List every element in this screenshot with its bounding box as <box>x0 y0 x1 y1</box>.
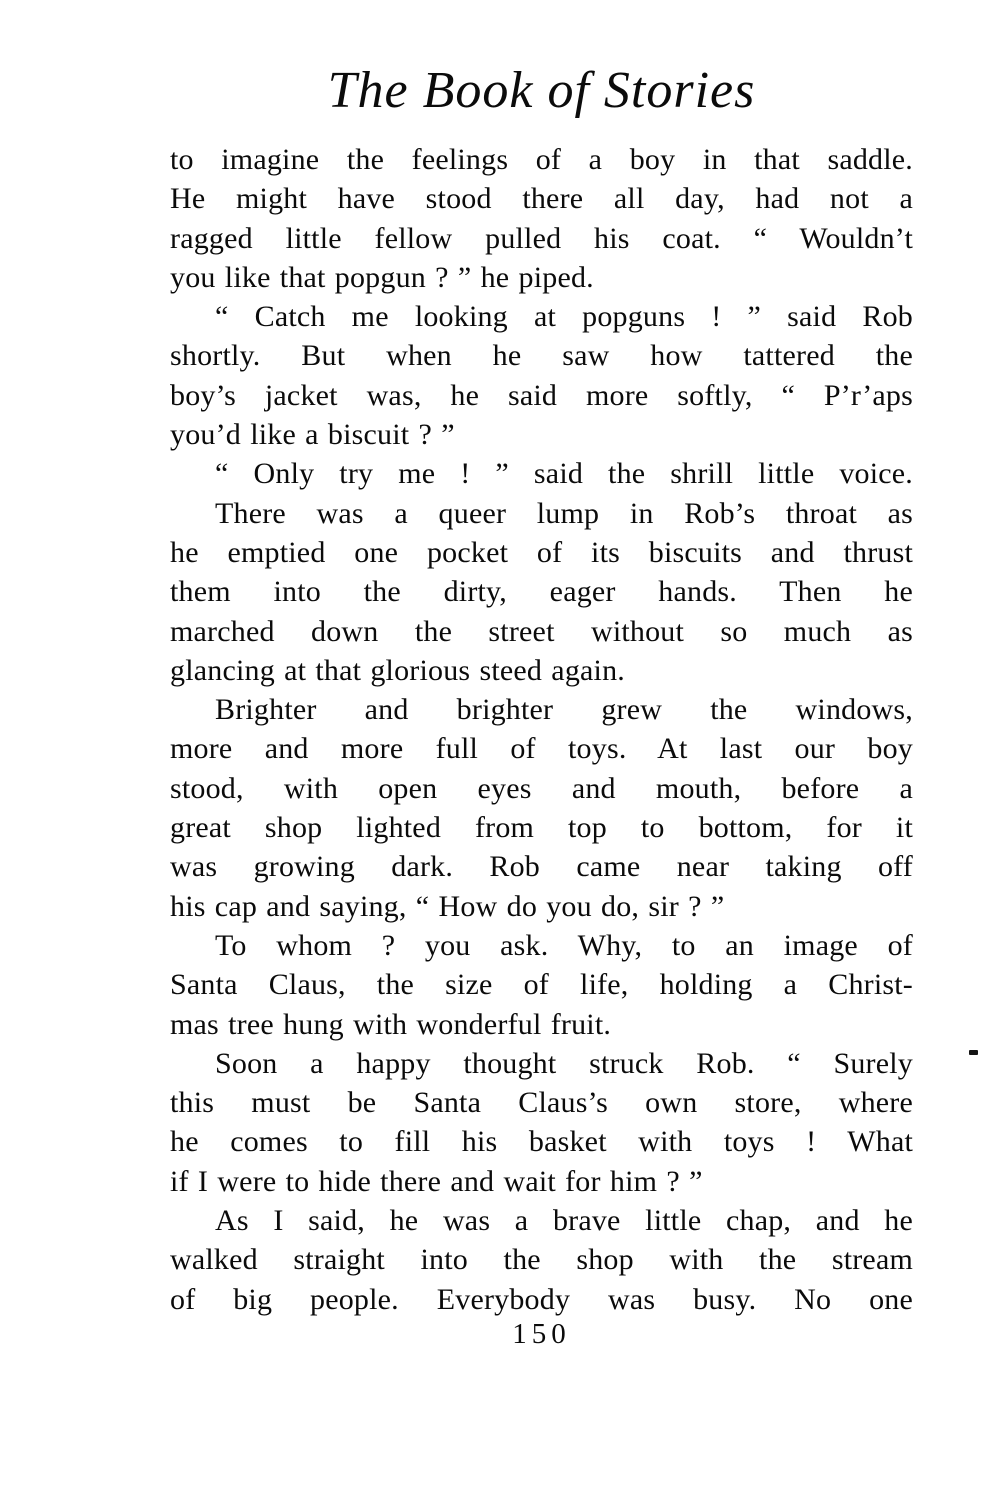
text-line: was growing dark. Rob came near taking off <box>170 850 913 884</box>
text-line: glancing at that glorious steed again. <box>170 653 625 687</box>
text-line: great shop lighted from top to bottom, for it <box>170 811 913 845</box>
paragraph <box>170 454 913 493</box>
text-line: to imagine the feelings of a boy in that saddle. <box>170 143 913 176</box>
text-line: more and more full of toys. At last our boy <box>170 732 913 766</box>
text-line: Santa Claus, the size of life, holding a Christ- <box>170 968 913 1002</box>
text-line: shortly. But when he saw how tattered the <box>170 339 913 373</box>
paragraph <box>170 297 913 454</box>
text-line: he emptied one pocket of its biscuits and thrust <box>170 535 913 569</box>
text-line: mas tree hung with wonderful fruit. <box>170 1007 612 1041</box>
text-line: you’d like a biscuit ? ” <box>170 418 455 452</box>
text-line: his cap and saying, “ How do you do, sir ? ” <box>170 889 725 923</box>
text-line: if I were to hide there and wait for him ? ” <box>170 1164 703 1198</box>
paragraph <box>170 690 913 926</box>
text-line: To whom ? you ask. Why, to an image of <box>215 928 913 962</box>
text-line: “ Only try me ! ” said the shrill little voice. <box>215 457 913 491</box>
text-line: of big people. Everybody was busy. No one <box>170 1282 913 1316</box>
text-line: stood, with open eyes and mouth, before a <box>170 771 913 805</box>
text-line: As I said, he was a brave little chap, and he <box>215 1204 913 1238</box>
paragraph <box>170 926 913 1044</box>
text-line: boy’s jacket was, he said more softly, “ P’r’aps <box>170 378 913 412</box>
text-line: He might have stood there all day, had not a <box>170 182 913 216</box>
running-head-title: The Book of Stories <box>327 62 756 119</box>
story-text-block <box>170 140 913 1319</box>
text-line: ragged little fellow pulled his coat. “ Wouldn’t <box>170 221 913 255</box>
text-line: marched down the street without so much as <box>170 614 913 648</box>
text-line: Soon a happy thought struck Rob. “ Surely <box>215 1046 913 1080</box>
text-line: Brighter and brighter grew the windows, <box>215 693 913 727</box>
text-line: he comes to fill his basket with toys ! What <box>170 1125 913 1159</box>
text-line: you like that popgun ? ” he piped. <box>170 260 594 294</box>
text-line: “ Catch me looking at popguns ! ” said Rob <box>215 300 913 334</box>
text-line: There was a queer lump in Rob’s throat as <box>215 496 913 530</box>
paragraph <box>170 494 913 690</box>
text-line: them into the dirty, eager hands. Then he <box>170 575 913 609</box>
paragraph <box>170 1044 913 1201</box>
text-line: walked straight into the shop with the stream <box>170 1243 913 1277</box>
paragraph <box>170 1201 913 1319</box>
page-number: 150 <box>512 1318 571 1350</box>
ink-speck <box>969 1050 978 1055</box>
text-line: this must be Santa Claus’s own store, where <box>170 1086 913 1120</box>
paragraph <box>170 140 913 297</box>
